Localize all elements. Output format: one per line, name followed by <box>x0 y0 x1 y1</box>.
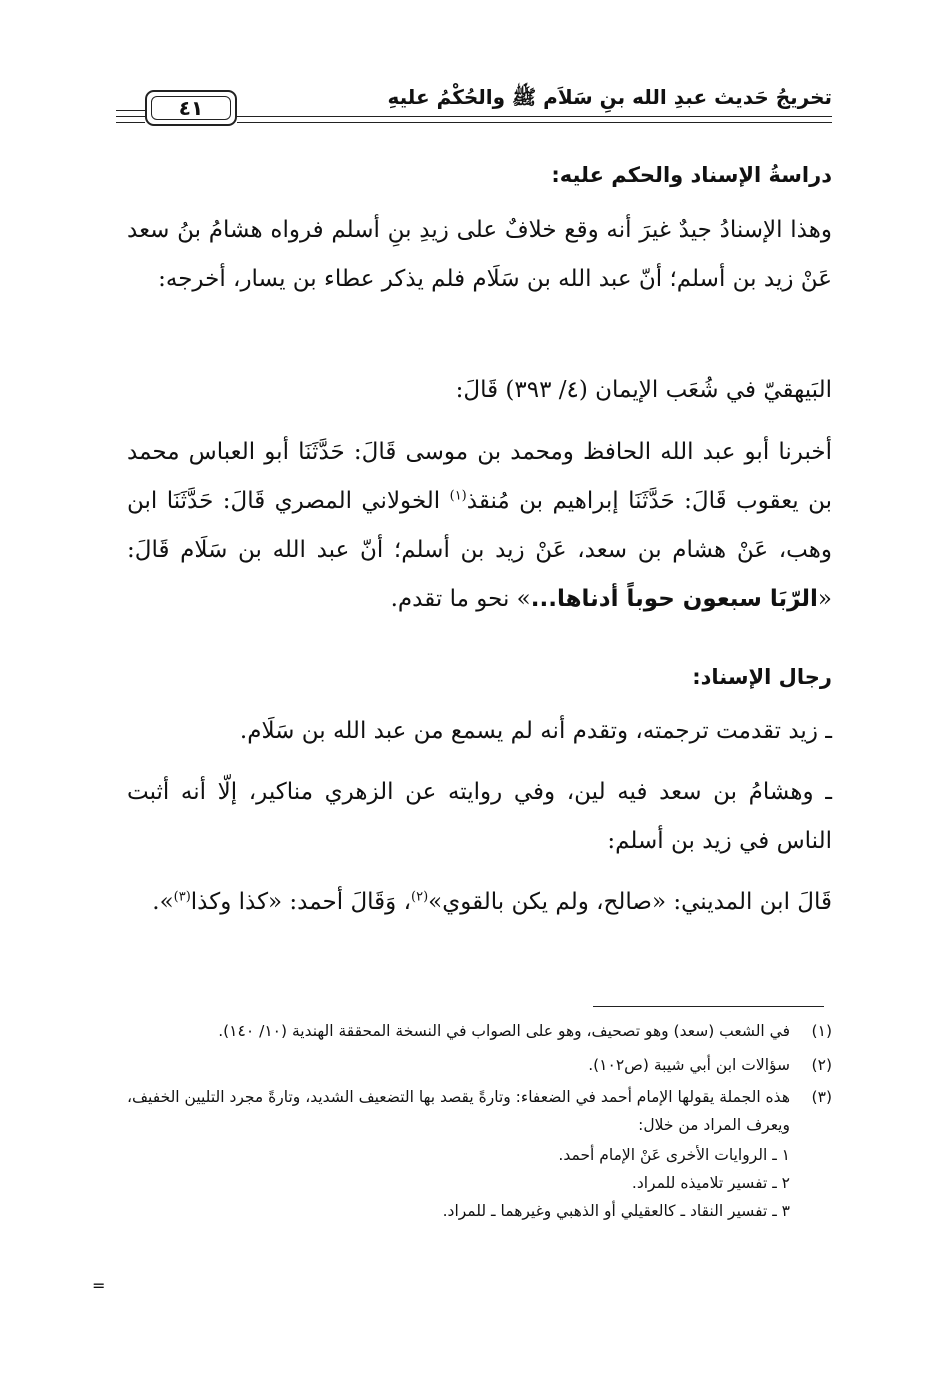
narrator-zaid: ـ زيد تقدمت ترجمته، وتقدم أنه لم يسمع من عبد الله بن سَلَام. <box>239 718 832 744</box>
page-number: ٤١ <box>151 96 231 120</box>
footnote-list-item: ٣ ـ تفسير النقاد ـ كالعقيلي أو الذهبي وغيرهما ـ للمراد. <box>442 1202 790 1220</box>
footnote-number: (١) <box>811 1022 832 1040</box>
paragraph-opinions <box>127 878 832 927</box>
footnote-ref-3: (٣) <box>173 889 191 905</box>
chain-text: الخولاني المصري قَالَ: حَدَّثَنَا ابن وهب، عَنْ هشام بن سعد، عَنْ زيد بن أسلم؛ أنّ عبد الله بن سَلَام قَالَ: « <box>127 488 832 612</box>
footnote-separator <box>593 1006 824 1007</box>
footnote-list-item: ١ ـ الروايات الأخرى عَنْ الإمام أحمد. <box>558 1146 790 1164</box>
footnote-ref-1: (١) <box>449 488 467 504</box>
footnote-list <box>127 1141 832 1225</box>
footnote-list-item: ٢ ـ تفسير تلاميذه للمراد. <box>631 1174 790 1192</box>
continuation-mark: = <box>92 1276 106 1295</box>
header-rule-left <box>116 116 145 117</box>
header-rule <box>237 122 832 123</box>
chain-text: أخبرنا أبو عبد الله الحافظ ومحمد بن موسى قَالَ: حَدَّثَنَا أبو العباس محمد بن يعقوب قَالَ: حَدَّثَنَا إبراهيم بن مُنقذ <box>127 439 833 514</box>
footnotes <box>127 1017 832 1225</box>
opinion-text: قَالَ ابن المديني: «صالح، ولم يكن بالقوي» <box>428 889 832 915</box>
footnote-text: في الشعب (سعد) وهو تصحيف، وهو على الصواب في النسخة المحققة الهندية (١٠/ ١٤٠). <box>218 1022 790 1040</box>
chain-text: » نحو ما تقدم. <box>390 586 531 612</box>
opinion-text: ، وَقَالَ أحمد: «كذا وكذا <box>190 889 412 915</box>
opinion-text: ». <box>152 889 174 915</box>
narrator-hisham: ـ وهشامُ بن سعد فيه لين، وفي روايته عن الزهري مناكير، إلّا أنه أثبت الناس في زيد بن أسلم: <box>127 779 832 854</box>
header-rule <box>237 116 832 117</box>
header-rule-left <box>116 110 145 111</box>
footnote-text: سؤالات ابن أبي شيبة (ص١٠٢). <box>588 1056 790 1074</box>
paragraph-hadith-chain <box>127 428 832 624</box>
footnote <box>127 1017 832 1045</box>
paragraph-isnad: وهذا الإسنادُ جيدٌ غيرَ أنه وقع خلافٌ على زيدِ بنِ أسلم فرواه هشامُ بنُ سعد عَنْ زيد بن أسلم؛ أنّ عبد الله بن سَلَام فلم يذكر عطاء بن يسار، أخرجه: <box>127 217 832 292</box>
footnote <box>127 1051 832 1079</box>
section-heading-isnad-study: دراسةُ الإسناد والحكم عليه: <box>551 163 832 187</box>
running-title: تخريجُ حَديث عبدِ الله بنِ سَلاَم ﷺ والحُكْمُ عليهِ <box>387 85 832 109</box>
footnote-number: (٣) <box>811 1088 832 1106</box>
footnote-text: هذه الجملة يقولها الإمام أحمد في الضعفاء: وتارةً يقصد بها التضعيف الشديد، وتارةً مجرد التليين الخفيف، ويعرف المراد من خلال: <box>127 1088 790 1134</box>
footnote <box>127 1083 832 1139</box>
footnote-number: (٢) <box>811 1056 832 1074</box>
paragraph-source: البَيهقيّ في شُعَب الإيمان (٤/ ٣٩٣) قَالَ: <box>455 377 832 403</box>
hadith-text: الرّبَا سبعون حوباً أدناها... <box>530 586 818 612</box>
header-rule-left <box>116 122 145 123</box>
section-heading-narrators: رجال الإسناد: <box>692 665 832 689</box>
page-number-box <box>145 90 237 126</box>
footnote-ref-2: (٢) <box>411 889 429 905</box>
